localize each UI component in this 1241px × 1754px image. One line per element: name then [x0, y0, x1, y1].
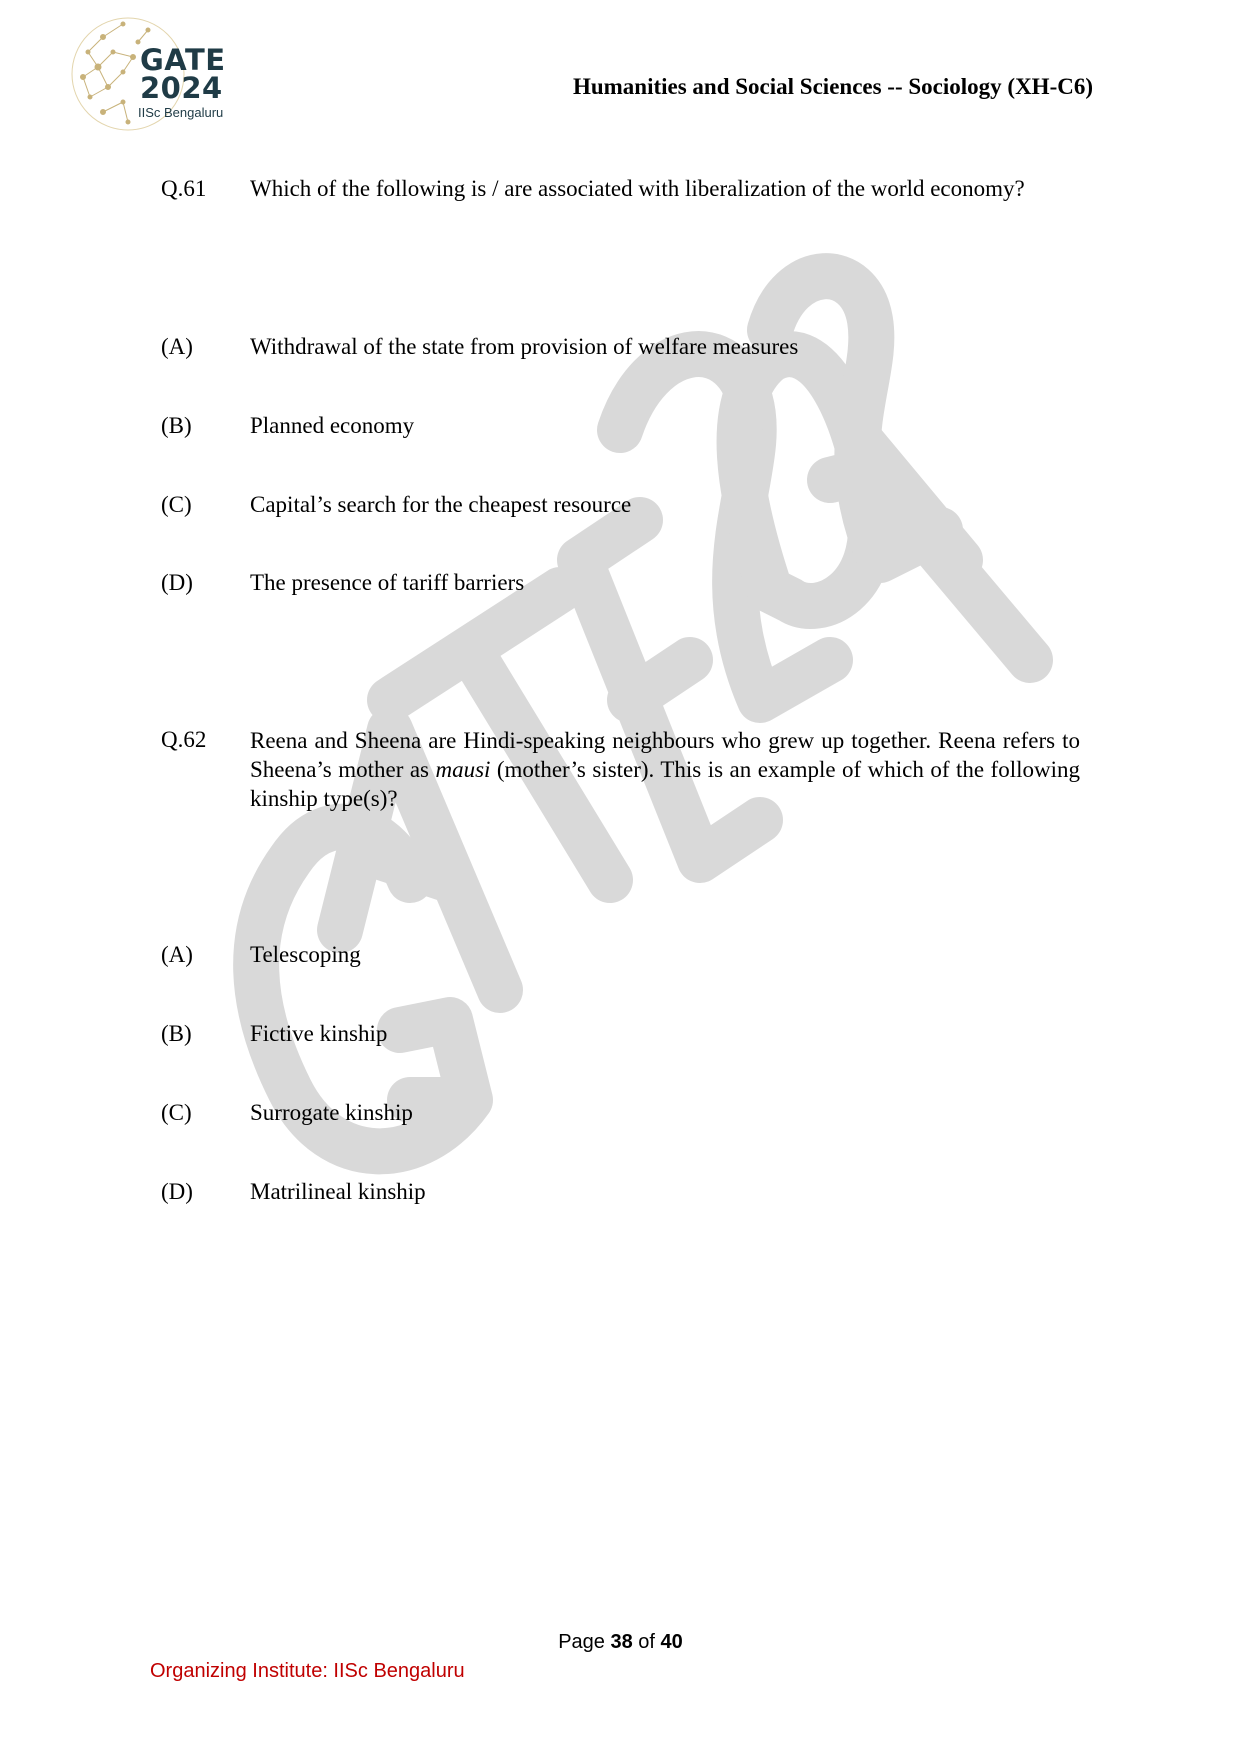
logo-title: GATE — [140, 43, 226, 77]
question-number: Q.61 — [161, 176, 207, 201]
question-text — [250, 726, 1080, 813]
watermark-digit-2b — [770, 276, 940, 560]
option-label: (D) — [161, 1179, 193, 1204]
option-text: Surrogate kinship — [250, 1100, 413, 1125]
question-number: Q.62 — [161, 727, 207, 752]
option-label: (B) — [161, 413, 192, 438]
question-text: Which of the following is / are associated with liberalization of the world economy? — [250, 176, 1025, 201]
page-total: 40 — [660, 1631, 683, 1653]
gate-logo — [68, 12, 240, 136]
page-current: 38 — [610, 1631, 633, 1653]
option-text: Capital’s search for the cheapest resource — [250, 492, 632, 517]
question-text-italic: mausi — [435, 757, 491, 782]
option-text: Telescoping — [250, 942, 361, 967]
option-label: (C) — [161, 492, 192, 517]
paper-title: Humanities and Social Sciences -- Sociology (XH-C6) — [572, 74, 1093, 99]
option-label: (A) — [161, 942, 193, 967]
question-text-part: (mother’s sister). This is an example of which of the following kinship type(s)? — [250, 757, 1080, 811]
option-label: (A) — [161, 334, 193, 359]
logo-subtitle: IISc Bengaluru — [138, 105, 224, 120]
watermark-digit-4 — [830, 440, 1030, 660]
watermark-digit-2a — [620, 354, 830, 700]
option-text: Fictive kinship — [250, 1021, 388, 1046]
option-text: Withdrawal of the state from provision of welfare measures — [250, 334, 799, 359]
option-label: (D) — [161, 570, 193, 595]
organizing-institute: Organizing Institute: IISc Bengaluru — [150, 1660, 465, 1682]
page-prefix: Page — [558, 1631, 605, 1653]
watermark-digit-0 — [740, 354, 872, 606]
option-text: Planned economy — [250, 413, 415, 438]
option-label: (C) — [161, 1100, 192, 1125]
page-of: of — [638, 1631, 655, 1653]
option-label: (B) — [161, 1021, 192, 1046]
logo-year: 2024 — [140, 71, 223, 105]
option-text: The presence of tariff barriers — [250, 570, 525, 595]
page-number — [0, 1631, 1241, 1654]
option-text: Matrilineal kinship — [250, 1179, 426, 1204]
question-text-part: Reena and Sheena are Hindi-speaking neighbours who grew up together. Reena refers to Sheena’s mother as — [250, 728, 1080, 782]
